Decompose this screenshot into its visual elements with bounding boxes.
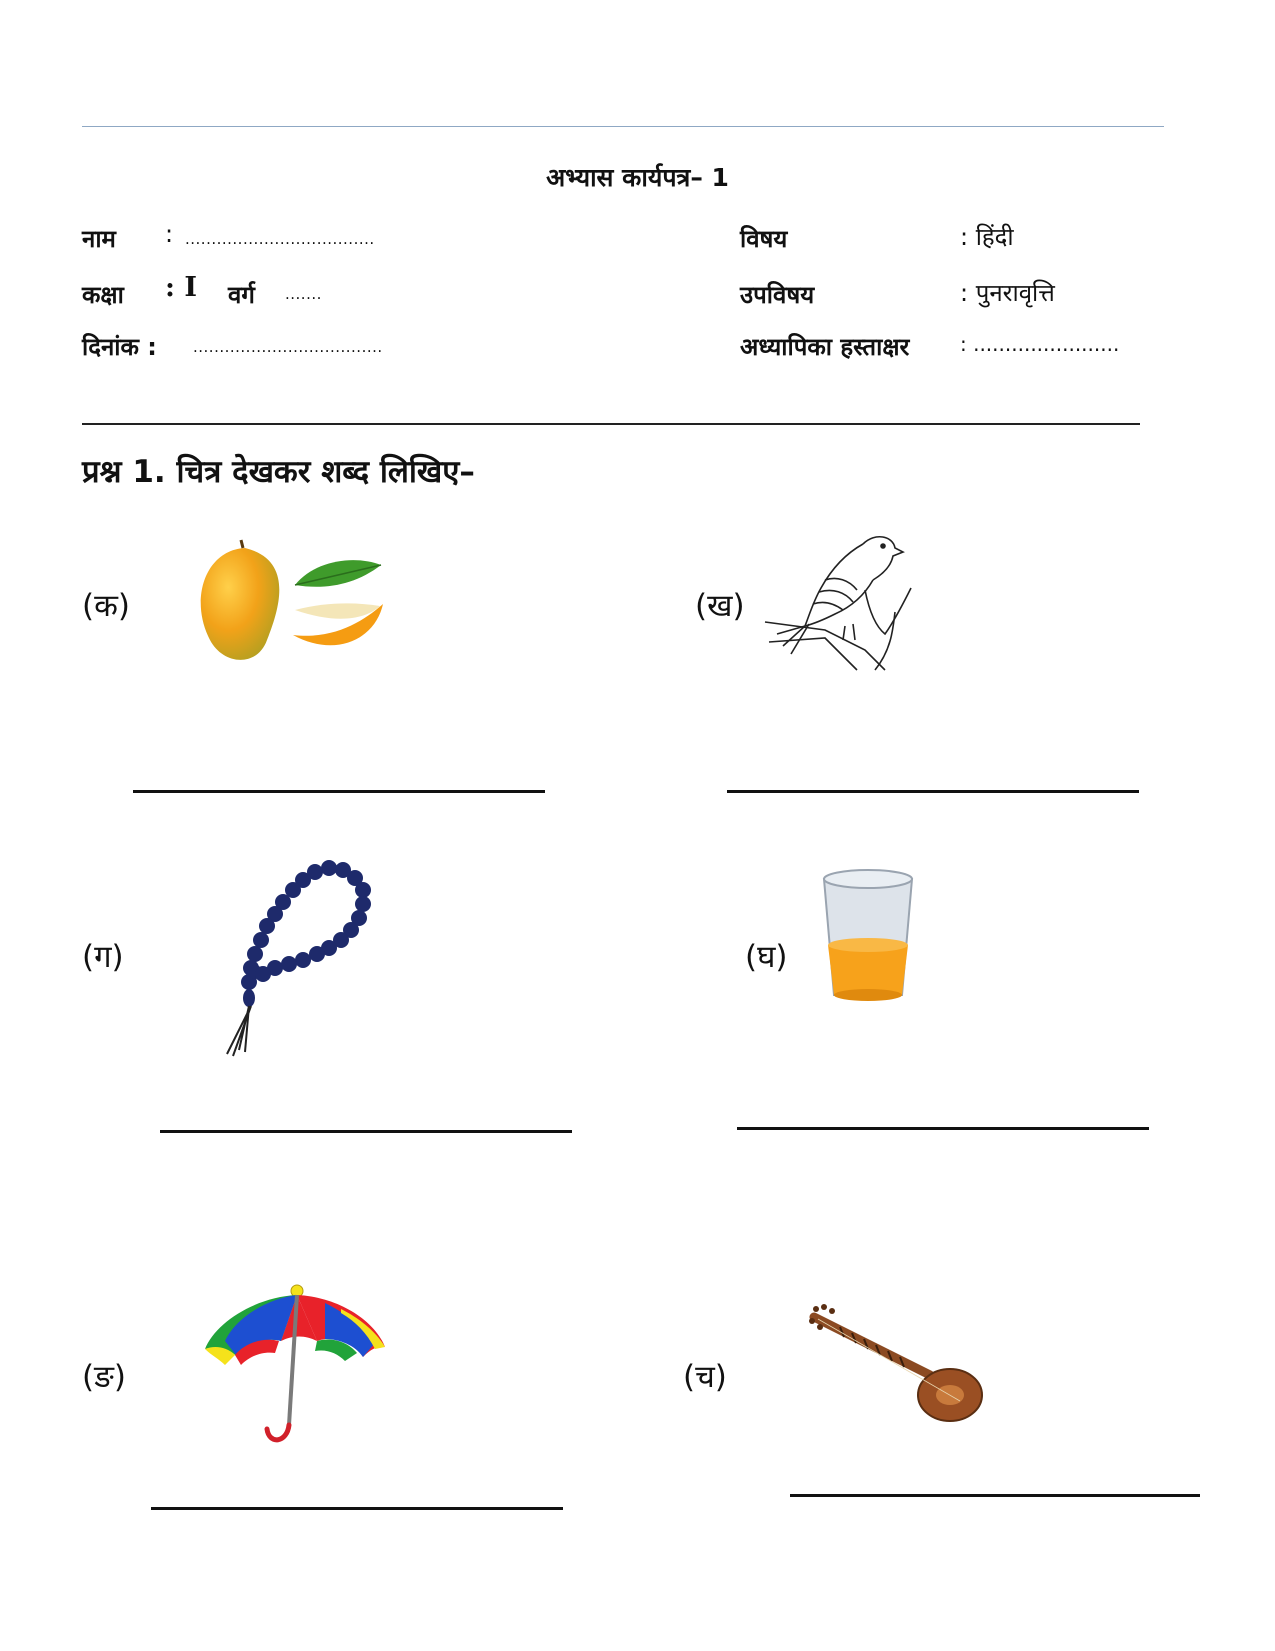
header-separator (82, 423, 1140, 425)
answer-line-gha[interactable] (737, 1127, 1149, 1130)
section-label: वर्ग (228, 281, 255, 309)
answer-line-kha[interactable] (727, 790, 1139, 793)
question-heading: प्रश्न 1. चित्र देखकर शब्द लिखिए– (82, 454, 475, 490)
mango-icon (195, 540, 395, 670)
umbrella-icon (205, 1283, 385, 1448)
teacher-sign-label: अध्यापिका हस्ताक्षर (740, 333, 910, 361)
section-field[interactable]: ....... (285, 285, 322, 303)
name-label: नाम (82, 225, 116, 253)
item-label-ga: (ग) (82, 939, 124, 975)
date-label: दिनांक : (82, 333, 157, 361)
name-colon: : (165, 220, 174, 248)
class-value: : I (165, 272, 197, 303)
subject-label: विषय (740, 225, 788, 253)
teacher-sign-field[interactable]: : ....................... (960, 332, 1120, 356)
veena-icon (810, 1305, 985, 1425)
item-label-gha: (घ) (745, 939, 788, 975)
answer-line-cha[interactable] (790, 1494, 1200, 1497)
answer-line-ga[interactable] (160, 1130, 572, 1133)
subtopic-label: उपविषय (740, 281, 815, 309)
name-field[interactable]: .................................... (185, 230, 375, 248)
header-rule (82, 126, 1164, 127)
prayer-beads-icon (205, 860, 375, 1070)
sparrow-icon (765, 530, 925, 670)
item-label-cha: (च) (683, 1359, 727, 1395)
answer-line-nga[interactable] (151, 1507, 563, 1510)
glass-of-juice-icon (820, 865, 920, 1005)
item-label-kha: (ख) (695, 588, 745, 624)
date-field[interactable]: .................................... (193, 338, 383, 356)
subtopic-value: : पुनरावृत्ति (960, 279, 1055, 307)
item-label-nga: (ङ) (82, 1359, 126, 1395)
item-label-ka: (क) (82, 588, 130, 624)
subject-value: : हिंदी (960, 223, 1014, 251)
answer-line-ka[interactable] (133, 790, 545, 793)
class-label: कक्षा (82, 281, 124, 309)
worksheet-title: अभ्यास कार्यपत्र– 1 (546, 163, 729, 192)
